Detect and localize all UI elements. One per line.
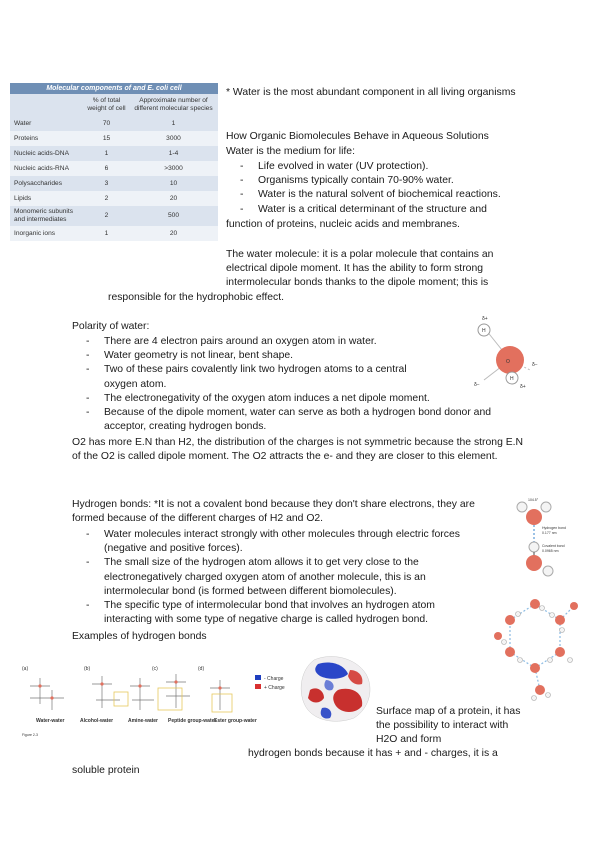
table-cell: Lipids — [10, 191, 84, 206]
hydrogen-bond-figure — [508, 497, 568, 577]
figure-id: Figure 2-3 — [22, 733, 38, 737]
table-row — [10, 116, 218, 131]
legend-label: + Charge — [264, 685, 285, 691]
oxygen-label: O — [506, 359, 510, 365]
table-cell: 2 — [84, 206, 129, 226]
table-cell: 20 — [129, 226, 218, 241]
example-caption: Alcohol-water — [80, 718, 114, 724]
table-cell: Inorganic ions — [10, 226, 84, 241]
list-item: - Life evolved in water (UV protection). — [226, 160, 546, 174]
hbond-intro: Hydrogen bonds: *It is not a covalent bond because they don't share electrons, they are formed because of the different charges of H2 and O2. — [72, 499, 475, 525]
table-row — [10, 146, 218, 161]
panel-label: (c) — [152, 666, 158, 672]
surface-caption: Surface map of a protein, it has the possibility to interact with H2O and form — [376, 706, 521, 746]
list-item: - The specific type of intermolecular bond that involves an hydrogen atom interacting with some type of negative charge is called hydrogen bond. — [72, 599, 470, 627]
table-header: Approximate number of different molecular species — [129, 94, 218, 116]
covalent-label: Covalent bond — [542, 544, 565, 548]
water-molecule-paragraph: The water molecule: it is a polar molecule that contains an electrical dipole moment. It has the ability to form strong intermolecular bonds thanks to the dipole moment; this is — [226, 249, 494, 289]
table-row — [10, 226, 218, 241]
panel-label: (d) — [198, 666, 205, 672]
list-item: - Organisms typically contain 70-90% water. — [226, 174, 546, 188]
table-cell: Monomeric subunits and intermediates — [10, 206, 84, 226]
table-cell: 15 — [84, 131, 129, 146]
example-caption: Water-water — [36, 718, 65, 724]
example-caption: Amine-water — [128, 718, 159, 724]
hbond-examples-figure — [20, 664, 257, 740]
hydrogen-label: H — [482, 328, 486, 334]
hbond-label: Hydrogen bond — [542, 526, 566, 530]
delta-minus-label: δ− — [474, 382, 480, 388]
table-cell: 70 — [84, 116, 129, 131]
oxygen-atom — [496, 346, 524, 374]
water-molecule-figure — [470, 312, 550, 390]
legend-label: - Charge — [264, 676, 284, 682]
intro-list — [226, 160, 546, 217]
intro-continuation: function of proteins, nucleic acids and membranes. — [226, 219, 460, 230]
table-caption: Molecular components of and E. coli cell — [10, 83, 218, 94]
negative-charge-swatch — [255, 675, 261, 680]
list-item: - Water is the natural solvent of biochemical reactions. — [226, 188, 546, 202]
hydrogen-label: H — [510, 376, 514, 382]
angle-label: 104.5° — [528, 498, 539, 502]
polarity-list — [72, 335, 492, 434]
table-cell: 2 — [84, 191, 129, 206]
delta-minus-label: δ− — [532, 362, 538, 368]
list-item: - Water molecules interact strongly with other molecules through electric forces (negative and positive forces). — [72, 528, 470, 556]
positive-charge-swatch — [255, 684, 261, 689]
table-cell: 500 — [129, 206, 218, 226]
polarity-heading: Polarity of water: — [72, 321, 150, 332]
hbond-list — [72, 528, 470, 627]
hbond-length: 0.177 nm — [542, 531, 557, 535]
protein-surface-map — [252, 650, 378, 726]
section-heading: How Organic Biomolecules Behave in Aqueous Solutions — [226, 131, 489, 142]
table-cell: Polysaccharides — [10, 176, 84, 191]
table-cell: 1 — [84, 146, 129, 161]
table-header: % of total weight of cell — [84, 94, 129, 116]
list-item: - The electronegativity of the oxygen atom induces a net dipole moment. — [72, 392, 452, 406]
list-item: - There are 4 electron pairs around an oxygen atom in water. — [72, 335, 452, 349]
examples-heading: Examples of hydrogen bonds — [72, 631, 207, 642]
water-molecule-paragraph-end: responsible for the hydrophobic effect. — [108, 292, 284, 303]
table-row — [10, 176, 218, 191]
table-cell: 3000 — [129, 131, 218, 146]
panel-label: (a) — [22, 666, 29, 672]
list-item: - Water geometry is not linear, bent shape. — [72, 349, 452, 363]
example-caption: Ester group-water — [214, 718, 257, 724]
example-caption: Peptide group-water — [168, 718, 217, 724]
delta-plus-label: δ+ — [482, 316, 488, 322]
table-row — [10, 191, 218, 206]
medium-line: Water is the medium for life: — [226, 146, 355, 157]
list-item: - The small size of the hydrogen atom allows it to get very close to the electronegatively charged oxygen atom of another molecule, this is an intermolecular bond (is formed between different biomolecules). — [72, 556, 470, 599]
panel-label: (b) — [84, 666, 91, 672]
table-cell: Nucleic acids-DNA — [10, 146, 84, 161]
surface-caption-end: soluble protein — [72, 765, 140, 776]
abundant-note: * Water is the most abundant component in all living organisms — [226, 87, 516, 98]
table-row — [10, 131, 218, 146]
table-cell: 1 — [84, 226, 129, 241]
table-row — [10, 161, 218, 176]
table-cell: 10 — [129, 176, 218, 191]
table-cell: Proteins — [10, 131, 84, 146]
table-cell: 6 — [84, 161, 129, 176]
surface-caption-cont: hydrogen bonds because it has + and - charges, it is a — [248, 748, 498, 759]
delta-plus-label: δ+ — [520, 384, 526, 390]
list-item: - Because of the dipole moment, water can serve as both a hydrogen bond donor and acceptor, creating hydrogen bonds. — [72, 406, 514, 434]
table-cell: >3000 — [129, 161, 218, 176]
water-network-figure — [490, 590, 580, 710]
covalent-length: 0.0965 nm — [542, 549, 559, 553]
table-cell: 1 — [129, 116, 218, 131]
table-cell: 20 — [129, 191, 218, 206]
table-header — [10, 94, 84, 116]
molecular-components-table — [10, 83, 218, 241]
list-item: - Two of these pairs covalently link two hydrogen atoms to a central oxygen atom. — [72, 363, 434, 391]
o2-paragraph: O2 has more E.N than H2, the distribution of the charges is not symmetric because the strong E.N of the O2 is called dipole moment. The O2 attracts the e- and they are closer to this element. — [72, 437, 524, 463]
table-cell: 1-4 — [129, 146, 218, 161]
table-cell: 3 — [84, 176, 129, 191]
table-cell: Nucleic acids-RNA — [10, 161, 84, 176]
list-item: - Water is a critical determinant of the structure and — [226, 203, 546, 217]
table-cell: Water — [10, 116, 84, 131]
table-row — [10, 206, 218, 226]
